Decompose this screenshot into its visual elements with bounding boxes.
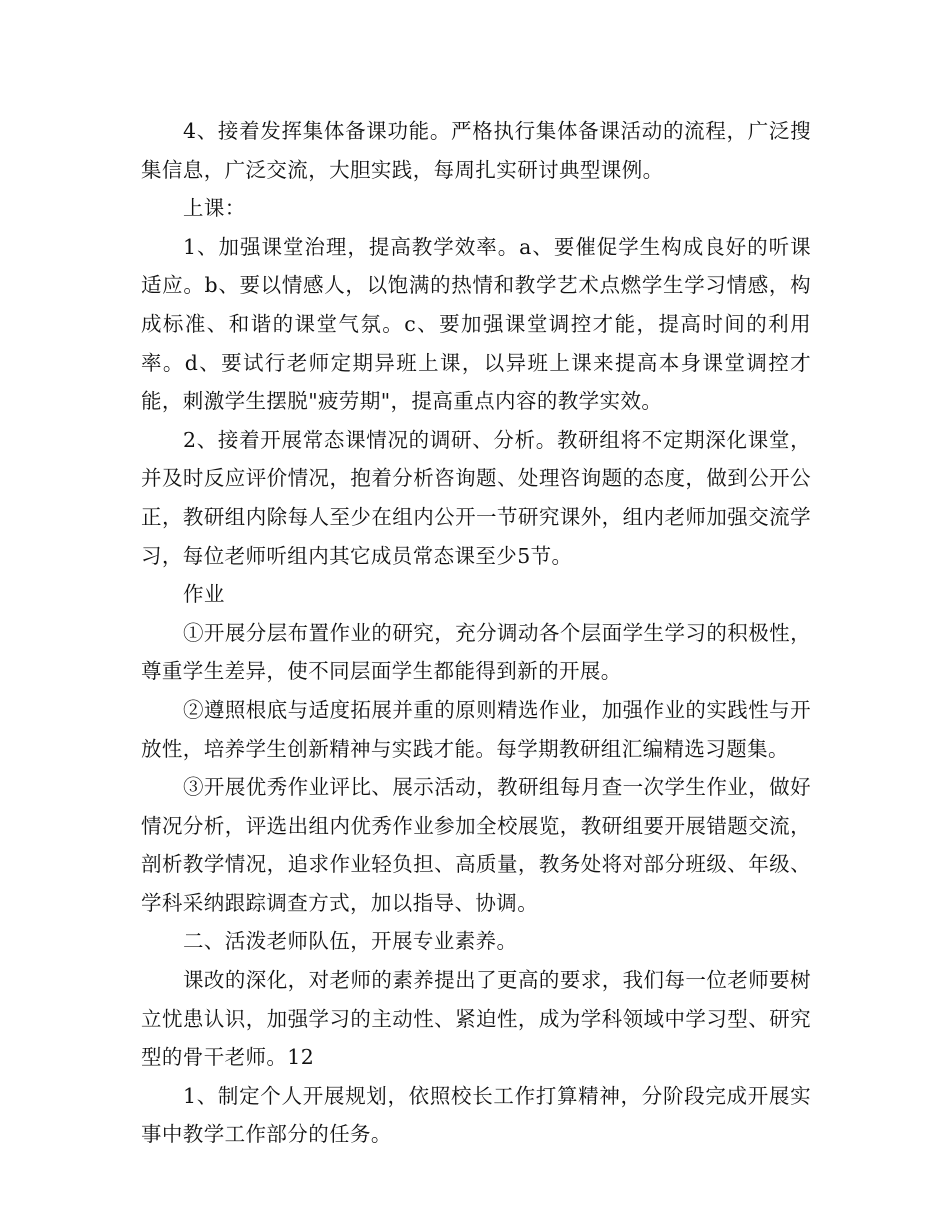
heading-teacher-team: 二、活泼老师队伍，开展专业素养。 [183, 929, 518, 954]
heading-homework: 作业 [183, 582, 225, 607]
paragraph-homework-layered: ①开展分层布置作业的研究，充分调动各个层面学生学习的积极性，尊重学生差异，使不同层面学生都能得到新的开展。 [141, 620, 811, 684]
paragraph-homework-evaluation: ③开展优秀作业评比、展示活动，教研组每月查一次学生作业，做好情况分析，评选出组内优秀作业参加全校展览，教研组要开展错题交流，剖析教学情况，追求作业轻负担、高质量，教务处将对部分班级、年级、学科采纳跟踪调查方式，加以指导、协调。 [141, 775, 811, 915]
paragraph-collective-lesson-prep: 4、接着发挥集体备课功能。严格执行集体备课活动的流程，广泛搜集信息，广泛交流，大胆实践，每周扎实研讨典型课例。 [141, 119, 811, 182]
paragraph-personal-plan: 1、制定个人开展规划，依照校长工作打算精神，分阶段完成开展实事中教学工作部分的任务。 [141, 1083, 811, 1147]
document-body [141, 112, 811, 1154]
paragraph-curriculum-reform: 课改的深化，对老师的素养提出了更高的要求，我们每一位老师要树立忧患认识，加强学习的主动性、紧迫性，成为学科领域中学习型、研究型的骨干老师。12 [141, 968, 811, 1070]
paragraph-regular-class-research: 2、接着开展常态课情况的调研、分析。教研组将不定期深化课堂，并及时反应评价情况，抱着分析咨询题、处理咨询题的态度，做到公开公正，教研组内除每人至少在组内公开一节研究课外，组内老师加强交流学习，每位老师听组内其它成员常态课至少5节。 [141, 427, 811, 568]
paragraph-homework-selection: ②遵照根底与适度拓展并重的原则精选作业，加强作业的实践性与开放性，培养学生创新精神与实践才能。每学期教研组汇编精选习题集。 [141, 697, 811, 761]
heading-class: 上课： [183, 196, 246, 221]
paragraph-classroom-management: 1、加强课堂治理，提高教学效率。a、要催促学生构成良好的听课适应。b、要以情感人，以饱满的热情和教学艺术点燃学生学习情感，构成标准、和谐的课堂气氛。c、要加强课堂调控才能，提高时间的利用率。d、要试行老师定期异班上课，以异班上课来提高本身课堂调控才能，刺激学生摆脱"疲劳期"，提高重点内容的教学实效。 [141, 234, 811, 414]
